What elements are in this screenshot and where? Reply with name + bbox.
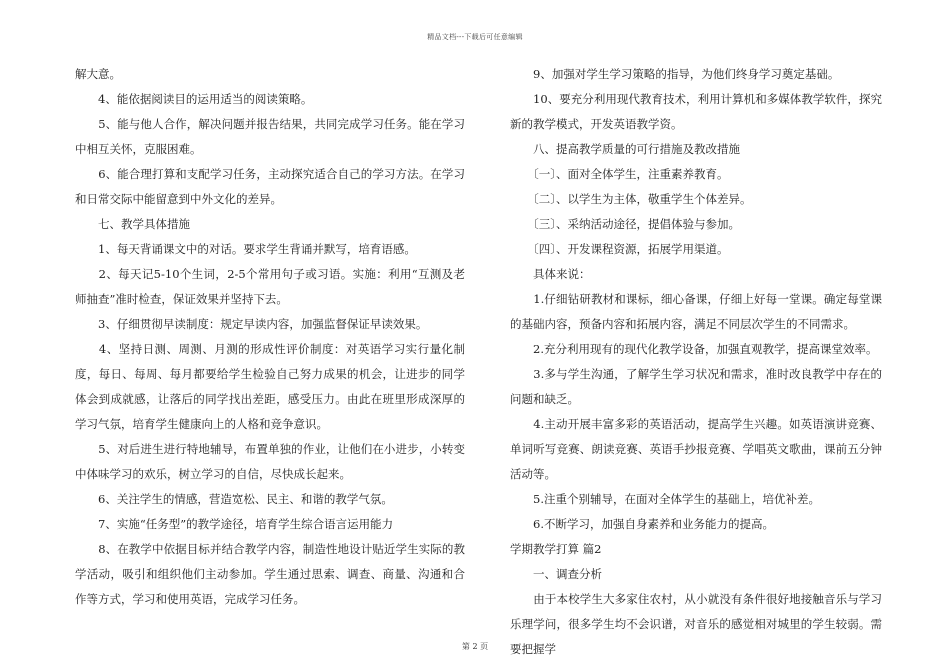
paragraph: 9、加强对学生学习策略的指导，为他们终身学习奠定基础。 <box>510 67 840 81</box>
paragraph: 4、能依据阅读目的运用适当的阅读策略。 <box>75 92 313 106</box>
paragraph: 6.不断学习，加强自身素养和业务能力的提高。 <box>510 517 774 531</box>
paragraph: 3.多与学生沟通，了解学生学习状况和需求，准时改良教学中存在的问题和缺乏。 <box>510 367 882 406</box>
paragraph: 〔三〕、采纳活动途径，提倡体验与参加。 <box>510 217 740 231</box>
paragraph: 1.仔细钻研教材和课标，细心备课，仔细上好每一堂课。确定每堂课的基础内容，预备内容和拓展内容，满足不同层次学生的不同需求。 <box>510 292 882 331</box>
paragraph: 5、能与他人合作，解决问题并报告结果，共同完成学习任务。能在学习中相互关怀，克服困难。 <box>75 117 465 156</box>
page-header: 精品文档---下载后可任意编辑 <box>427 33 523 41</box>
document-title: 学期教学打算 篇2 <box>510 542 602 556</box>
paragraph: 2.充分利用现有的现代化教学设备，加强直观教学，提高课堂效率。 <box>510 342 878 356</box>
section-heading: 七、教学具体措施 <box>75 217 190 231</box>
paragraph: 由于本校学生大多家住农村，从小就没有条件很好地接触音乐与学习乐理学问，很多学生均不会识谱，对音乐的感觉相对城里的学生较弱。需要把握学 <box>510 592 882 656</box>
paragraph: 4.主动开展丰富多彩的英语活动，提高学生兴趣。如英语演讲竞赛、单词听写竞赛、朗读竞赛、英语手抄报竞赛、学唱英文歌曲，课前五分钟活动等。 <box>510 417 882 481</box>
paragraph: 〔二〕、以学生为主体，敬重学生个体差异。 <box>510 192 752 206</box>
section-heading: 八、提高教学质量的可行措施及教改措施 <box>510 142 740 156</box>
paragraph: 6、关注学生的情感，营造宽松、民主、和谐的教学气氛。 <box>75 492 393 506</box>
paragraph: 10、要充分利用现代教育技术，利用计算机和多媒体教学软件，探究新的教学模式，开发英语教学资。 <box>510 92 882 131</box>
paragraph: 5.注重个别辅导，在面对全体学生的基础上，培优补差。 <box>510 492 820 506</box>
paragraph: 7、实施“任务型”的教学途径，培育学生综合语言运用能力 <box>75 517 394 531</box>
paragraph: 4、坚持日测、周测、月测的形成性评价制度：对英语学习实行量化制度，每日、每周、每月都要给学生检验自己努力成果的机会，让进步的同学体会到成就感，让落后的同学找出差距，感受压力。由此在班里形成深厚的学习气氛，培育学生健康向上的人格和竞争意识。 <box>75 342 465 431</box>
page-number: 第 2 页 <box>461 642 489 651</box>
paragraph: 1、每天背诵课文中的对话。要求学生背诵并默写，培育语感。 <box>75 242 416 256</box>
paragraph: 〔一〕、面对全体学生，注重素养教育。 <box>510 167 729 181</box>
paragraph: 2、每天记5-10个生词，2-5个常用句子或习语。实施：利用“互测及老师抽查”准时检查，保证效果并坚持下去。 <box>75 267 465 306</box>
left-column <box>75 62 465 612</box>
paragraph: 6、能合理打算和支配学习任务，主动探究适合自己的学习方法。在学习和日常交际中能留意到中外文化的差异。 <box>75 167 465 206</box>
right-column <box>510 62 882 662</box>
section-heading: 一、调查分析 <box>510 567 602 581</box>
paragraph: 具体来说： <box>510 267 591 281</box>
paragraph: 〔四〕、开发课程资源，拓展学用渠道。 <box>510 242 729 256</box>
paragraph: 解大意。 <box>75 67 121 81</box>
paragraph: 3、仔细贯彻早读制度：规定早读内容，加强监督保证早读效果。 <box>75 317 428 331</box>
paragraph: 8、在教学中依据目标并结合教学内容，制造性地设计贴近学生实际的教学活动，吸引和组织他们主动参加。学生通过思索、调查、商量、沟通和合作等方式，学习和使用英语，完成学习任务。 <box>75 542 465 606</box>
paragraph: 5、对后进生进行特地辅导，布置单独的作业，让他们在小进步，小转变中体味学习的欢乐，树立学习的自信，尽快成长起来。 <box>75 442 465 481</box>
